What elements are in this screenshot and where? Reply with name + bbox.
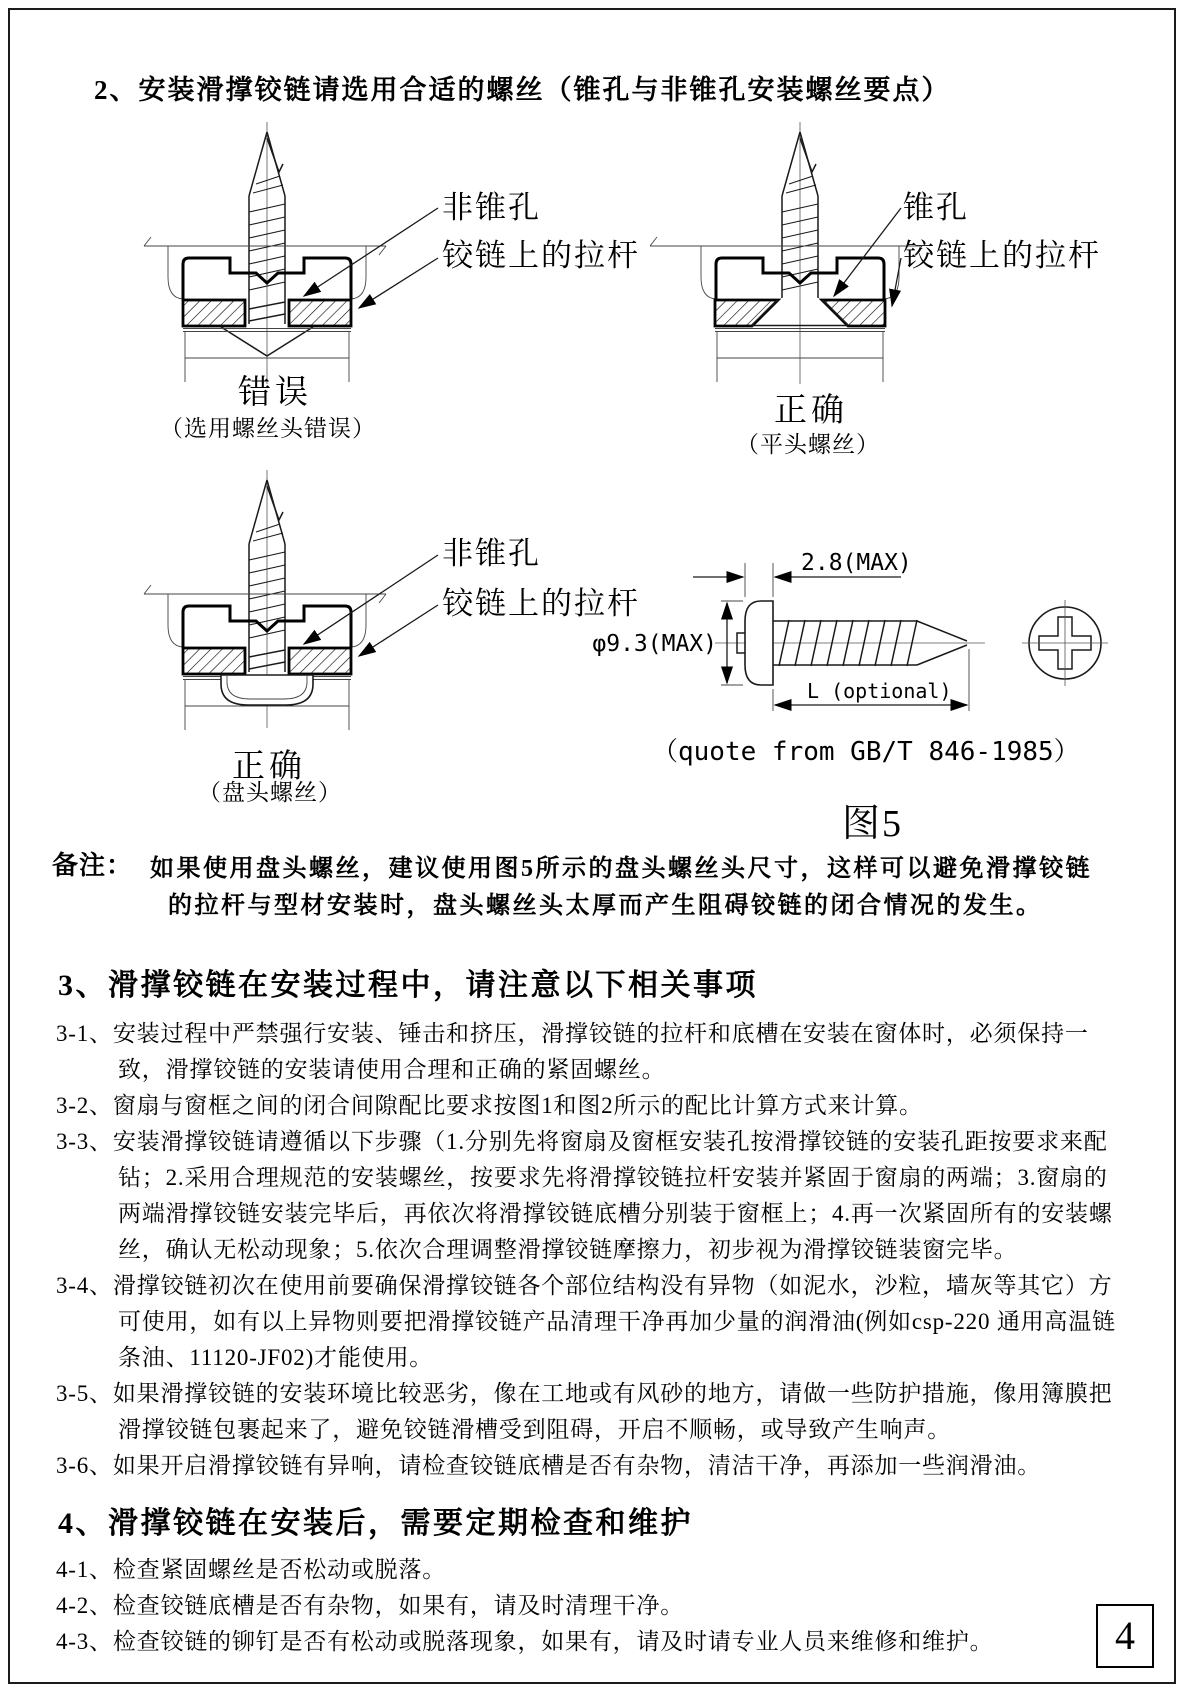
item-3-2: 3-2、窗扇与窗框之间的闭合间隙配比要求按图1和图2所示的配比计算方式来计算。	[56, 1093, 923, 1118]
item-3-1: 3-1、安装过程中严禁强行安装、锤击和挤压，滑撑铰链的拉杆和底槽在安装在窗体时，必须保持一致，滑撑铰链的安装请使用合理和正确的紧固螺丝。	[56, 1021, 1089, 1082]
verdict-wrong: 错误	[238, 375, 312, 411]
section-4-items	[56, 1552, 1124, 1660]
pull-rod-hatched-right	[822, 300, 885, 326]
label-non-taper-hole-c: 非锥孔	[442, 536, 541, 571]
diagram-correct-flathead	[620, 112, 930, 412]
page-number: 4	[1115, 1613, 1135, 1658]
caption-wrong-flathead: （选用螺丝头错误）	[160, 416, 376, 441]
figure-number: 图5	[842, 803, 904, 845]
pan-head-shape	[221, 675, 313, 705]
item-3-6: 3-6、如果开启滑撑铰链有异响，请检查铰链底槽是否有杂物，清洁干净，再添加一些润滑油。	[56, 1453, 1042, 1478]
note-line-2: 的拉杆与型材安装时，盘头螺丝头太厚而产生阻碍铰链的闭合情况的发生。	[168, 893, 1043, 919]
spec-source: （quote from GB/T 846-1985）	[652, 737, 1080, 767]
page-number-box	[1096, 1604, 1154, 1668]
pull-rod-hatched-left	[183, 300, 245, 326]
pull-rod-hatched-left	[183, 648, 245, 674]
pull-rod-hatched-right	[289, 300, 351, 326]
caption-panhead: （盘头螺丝）	[198, 780, 342, 805]
label-non-taper-hole-a: 非锥孔	[442, 190, 541, 225]
item-3-3: 3-3、安装滑撑铰链请遵循以下步骤（1.分别先将窗扇及窗框安装孔按滑撑铰链的安装孔距按要求来配钻；2.采用合理规范的安装螺丝，按要求先将滑撑铰链拉杆安装并紧固于窗扇的两端；3.窗扇的两端滑撑铰链安装完毕后，再依次将滑撑铰链底槽分别装于窗框上；4.再一次紧固所有的安装螺丝，确认无松动现象；5.依次合理调整滑撑铰链摩擦力，初步视为滑撑铰链装窗完毕。	[56, 1129, 1113, 1262]
leader-rod	[892, 258, 901, 306]
section-3-items	[56, 1016, 1124, 1484]
screw-dimension-drawing	[565, 523, 1113, 733]
leader-hole	[304, 208, 438, 296]
dim-head-height: 2.8(MAX)	[801, 550, 912, 576]
dim-length: L (optional)	[807, 679, 952, 703]
item-4-1: 4-1、检查紧固螺丝是否松动或脱落。	[56, 1557, 447, 1582]
label-taper-hole-b: 锥孔	[903, 190, 969, 225]
section-4-heading: 4、滑撑铰链在安装后，需要定期检查和维护	[58, 1507, 693, 1540]
note-line-1: 如果使用盘头螺丝，建议使用图5所示的盘头螺丝头尺寸，这样可以避免滑撑铰链	[150, 856, 1092, 882]
label-hinge-rod-b: 铰链上的拉杆	[903, 238, 1101, 273]
label-hinge-rod-a: 铰链上的拉杆	[442, 238, 640, 273]
dim-head-dia: φ9.3(MAX)	[592, 631, 717, 657]
verdict-correct-pan: 正确	[232, 749, 306, 785]
caption-flathead: （平头螺丝）	[736, 432, 880, 457]
item-4-3: 4-3、检查铰链的铆钉是否有松动或脱落现象，如果有，请及时请专业人员来维修和维护。	[56, 1629, 994, 1654]
leader-rod	[359, 258, 438, 308]
pull-rod-hatched-right	[289, 648, 351, 674]
note-label: 备注：	[52, 851, 134, 880]
label-hinge-rod-c: 铰链上的拉杆	[442, 586, 640, 621]
section-3-heading: 3、滑撑铰链在安装过程中，请注意以下相关事项	[58, 969, 758, 1002]
pan-head-side-view	[745, 601, 773, 685]
leader-hole	[834, 208, 901, 296]
leader-hole	[304, 555, 438, 644]
page-title: 2、安装滑撑铰链请选用合适的螺丝（锥孔与非锥孔安装螺丝要点）	[94, 75, 951, 105]
item-3-5: 3-5、如果滑撑铰链的安装环境比较恶劣，像在工地或有风砂的地方，请做一些防护措施，像用簿膜把滑撑铰链包裹起来了，避免铰链滑槽受到阻碍，开启不顺畅，或导致产生响声。	[56, 1381, 1113, 1442]
item-3-4: 3-4、滑撑铰链初次在使用前要确保滑撑铰链各个部位结构没有异物（如泥水，沙粒，墙灰等其它）方可使用，如有以上异物则要把滑撑铰链产品清理干净再加少量的润滑油(例如csp-220 通用高温链条油、11120-JF02)才能使用。	[56, 1273, 1116, 1370]
item-4-2: 4-2、检查铰链底槽是否有杂物，如果有，请及时清理干净。	[56, 1593, 685, 1618]
leader-rod	[359, 605, 438, 656]
verdict-correct-flat: 正确	[774, 393, 848, 429]
diagram-correct-panhead	[128, 460, 460, 760]
pull-rod-hatched-left	[715, 300, 778, 326]
